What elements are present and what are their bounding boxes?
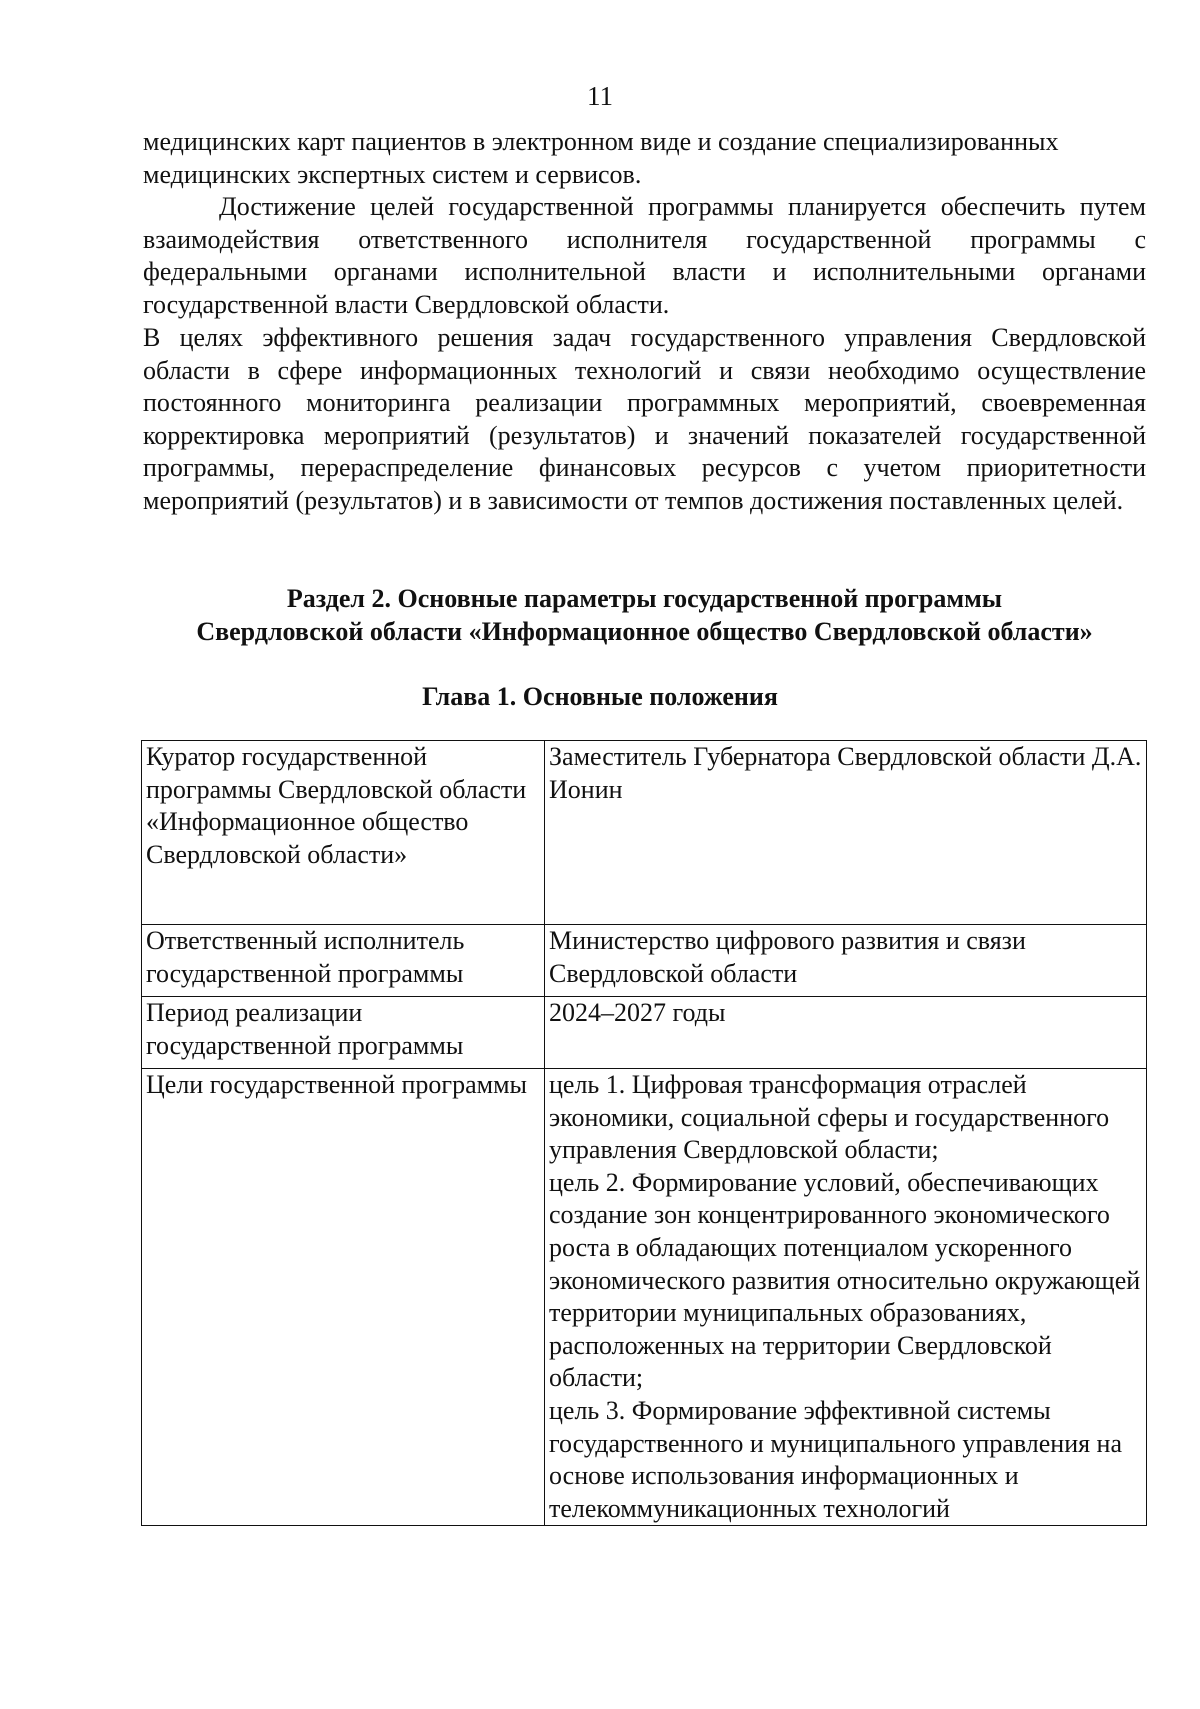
row-label-period: Период реализации государственной программы xyxy=(142,997,545,1069)
table-row xyxy=(142,741,1147,925)
section-title xyxy=(143,582,1146,648)
row-label-executor: Ответственный исполнитель государственной программы xyxy=(142,925,545,997)
table-row xyxy=(142,1069,1147,1526)
paragraph-goals-achievement: Достижение целей государственной программы планируется обеспечить путем взаимодействия ответственного исполнителя государственной программы с федеральными органами исполнительной власти и исполнительными органами государственной власти Свердловской области. xyxy=(143,192,1146,319)
goal-item: цель 3. Формирование эффективной системы государственного и муниципального управления на основе использования информационных и телекоммуникационных технологий xyxy=(549,1395,1123,1523)
goal-item: цель 2. Формирование условий, обеспечивающих создание зон концентрированного экономического роста в обладающих потенциалом ускоренного экономического развития относительно окружающей территории муниципальных образованиях, расположенных на территории Свердловской области; xyxy=(549,1167,1141,1393)
row-label-curator: Куратор государственной программы Свердловской области «Информационное общество Свердловской области» xyxy=(142,741,545,925)
page-number: 11 xyxy=(587,81,613,111)
row-value-goals xyxy=(545,1069,1147,1526)
row-value-curator: Заместитель Губернатора Свердловской области Д.А. Ионин xyxy=(545,741,1147,925)
goal-item: цель 1. Цифровая трансформация отраслей экономики, социальной сферы и государственного управления Свердловской области; xyxy=(549,1070,1110,1165)
section-title-line-2: Свердловской области «Информационное общество Свердловской области» xyxy=(196,617,1093,646)
table-row xyxy=(142,925,1147,997)
row-label-goals: Цели государственной программы xyxy=(142,1069,545,1526)
paragraph-continuation: медицинских карт пациентов в электронном виде и создание специализированных медицинских экспертных систем и сервисов. xyxy=(143,127,1059,189)
program-parameters-table xyxy=(141,740,1147,1526)
chapter-title: Глава 1. Основные положения xyxy=(422,682,778,711)
table-row xyxy=(142,997,1147,1069)
row-value-period: 2024–2027 годы xyxy=(545,997,1147,1069)
paragraph-monitoring: В целях эффективного решения задач государственного управления Свердловской области в сфере информационных технологий и связи необходимо осуществление постоянного мониторинга реализации программных мероприятий, своевременная корректировка мероприятий (результатов) и значений показателей государственной программы, перераспределение финансовых ресурсов с учетом приоритетности мероприятий (результатов) и в зависимости от темпов достижения поставленных целей. xyxy=(143,323,1146,515)
section-title-line-1: Раздел 2. Основные параметры государственной программы xyxy=(286,584,1003,613)
row-value-executor: Министерство цифрового развития и связи Свердловской области xyxy=(545,925,1147,997)
